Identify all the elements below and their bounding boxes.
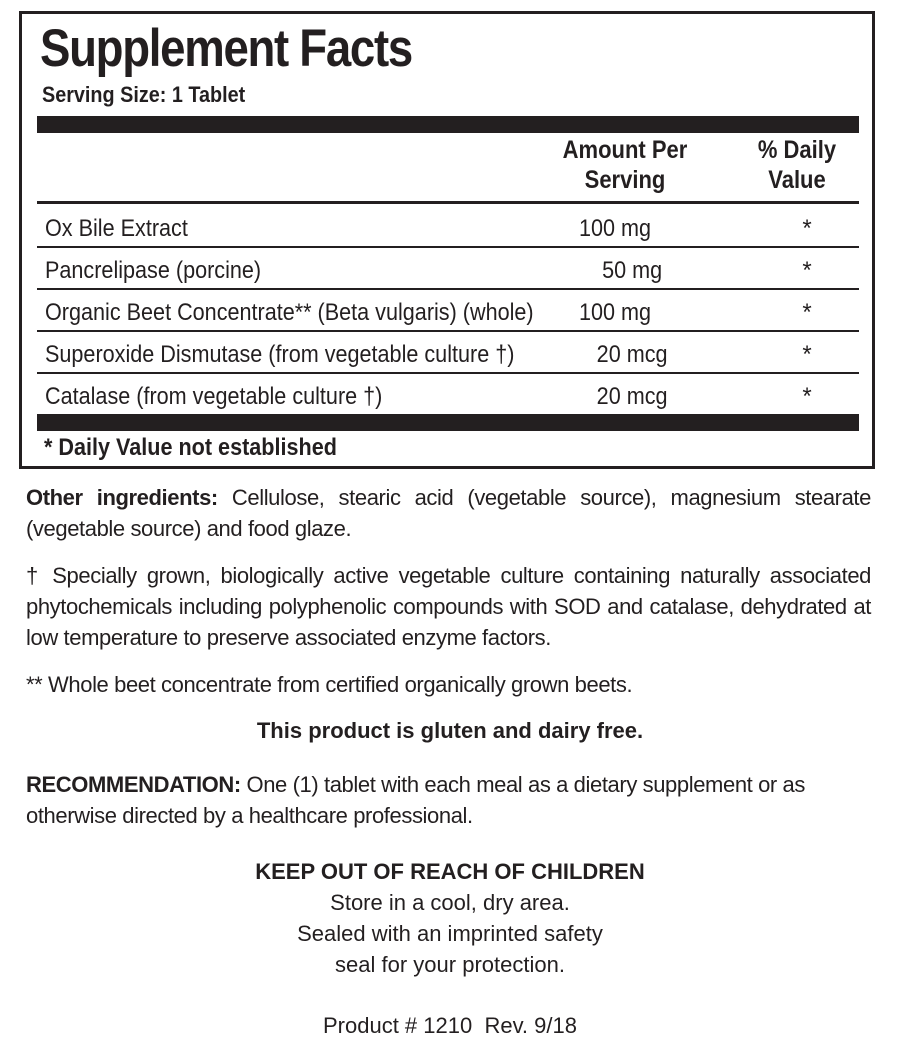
daily-value-header: % Daily Value bbox=[757, 136, 837, 194]
seal-line-1: Sealed with an imprinted safety bbox=[297, 921, 603, 946]
table-row: Superoxide Dismutase (from vegetable culture †) 20 mcg * bbox=[37, 332, 859, 374]
beet-note: ** Whole beet concentrate from certified organically grown beets. bbox=[26, 672, 633, 697]
other-ingredients-text: Cellulose, stearic acid (vegetable source), magnesium stearate (vegetable source) and food glaze. bbox=[26, 485, 871, 541]
supplement-facts-panel bbox=[19, 11, 875, 469]
recommendation-text: One (1) tablet with each meal as a dietary supplement or as otherwise directed by a healthcare professional. bbox=[26, 772, 805, 828]
other-ingredients bbox=[26, 482, 871, 544]
panel-title: Supplement Facts bbox=[40, 19, 412, 78]
dagger-note: † Specially grown, biologically active vegetable culture containing naturally associated phytochemicals including polyphenolic compounds with SOD and catalase, dehydrated at low temperature to preserve associated enzyme factors. bbox=[26, 563, 871, 650]
table-row: Pancrelipase (porcine) 50 mg * bbox=[37, 248, 859, 290]
bottom-divider bbox=[37, 414, 859, 431]
daily-value-footnote: * Daily Value not established bbox=[44, 434, 337, 461]
amount-per-serving-header: Amount Per Serving bbox=[562, 136, 688, 194]
recommendation bbox=[26, 769, 871, 831]
header-divider bbox=[37, 201, 859, 204]
storage-line: Store in a cool, dry area. bbox=[330, 890, 570, 915]
recommendation-label: RECOMMENDATION: bbox=[26, 772, 241, 797]
table-row: Ox Bile Extract 100 mg * bbox=[37, 206, 859, 248]
other-ingredients-label: Other ingredients: bbox=[26, 485, 218, 510]
table-row: Organic Beet Concentrate** (Beta vulgaris) (whole) 100 mg * bbox=[37, 290, 859, 332]
serving-size: Serving Size: 1 Tablet bbox=[42, 82, 246, 107]
gluten-dairy-note: This product is gluten and dairy free. bbox=[256, 718, 644, 743]
top-divider bbox=[37, 116, 859, 133]
product-number: Product # 1210 Rev. 9/18 bbox=[323, 1013, 577, 1038]
table-row: Catalase (from vegetable culture †) 20 mcg * bbox=[45, 383, 812, 410]
seal-line-2: seal for your protection. bbox=[335, 952, 565, 977]
keep-out-of-reach-heading: KEEP OUT OF REACH OF CHILDREN bbox=[255, 859, 645, 884]
